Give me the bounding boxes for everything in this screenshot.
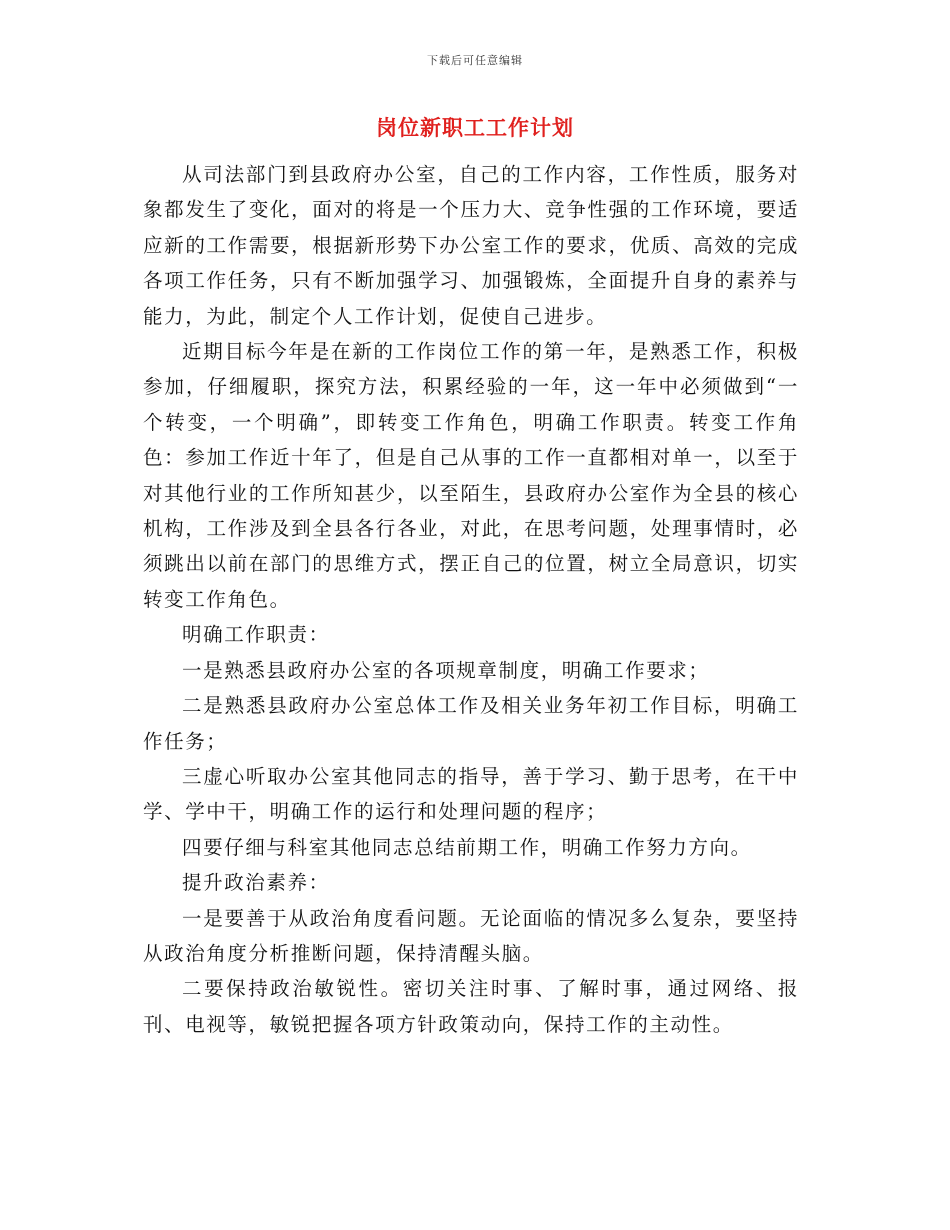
paragraph-duty-1: 一是熟悉县政府办公室的各项规章制度，明确工作要求； — [182, 658, 710, 682]
document-title: 岗位新职工工作计划 — [376, 116, 574, 140]
paragraph-duty-3: 三虚心听取办公室其他同志的指导，善于学习、勤于思考，在干中学、学中干，明确工作的运行和处理问题的程序； — [143, 764, 799, 824]
paragraph-politics-2: 二要保持政治敏锐性。密切关注时事、了解时事，通过网络、报刊、电视等，敏锐把握各项方针政策动向，保持工作的主动性。 — [143, 977, 799, 1036]
paragraph-duty-4: 四要仔细与科室其他同志总结前期工作，明确工作努力方向。 — [182, 835, 752, 859]
paragraph-duties-heading: 明确工作职责： — [182, 623, 330, 647]
paragraph-politics-heading: 提升政治素养： — [182, 871, 330, 895]
paragraph-intro: 从司法部门到县政府办公室，自己的工作内容，工作性质，服务对象都发生了变化，面对的将是一个压力大、竞争性强的工作环境，要适应新的工作需要，根据新形势下办公室工作的要求，优质、高效的完成各项工作任务，只有不断加强学习、加强锻炼，全面提升自身的素养与能力，为此，制定个人工作计划，促使自己进步。 — [143, 163, 799, 328]
paragraph-duty-2: 二是熟悉县政府办公室总体工作及相关业务年初工作目标，明确工作任务； — [143, 694, 799, 753]
download-note: 下载后可任意编辑 — [427, 54, 523, 67]
paragraph-short-term-goal: 近期目标今年是在新的工作岗位工作的第一年，是熟悉工作，积极参加，仔细履职，探究方法，积累经验的一年，这一年中必须做到“一个转变，一个明确”，即转变工作角色，明确工作职责。转变工作角色：参加工作近十年了，但是自己从事的工作一直都相对单一，以至于对其他行业的工作所知甚少，以至陌生，县政府办公室作为全县的核心机构，工作涉及到全县各行各业，对此，在思考问题，处理事情时，必须跳出以前在部门的思维方式，摆正自己的位置，树立全局意识，切实转变工作角色。 — [143, 340, 799, 611]
document-body — [143, 157, 799, 1042]
paragraph-politics-1: 一是要善于从政治角度看问题。无论面临的情况多么复杂，要坚持从政治角度分析推断问题，保持清醒头脑。 — [143, 906, 799, 965]
